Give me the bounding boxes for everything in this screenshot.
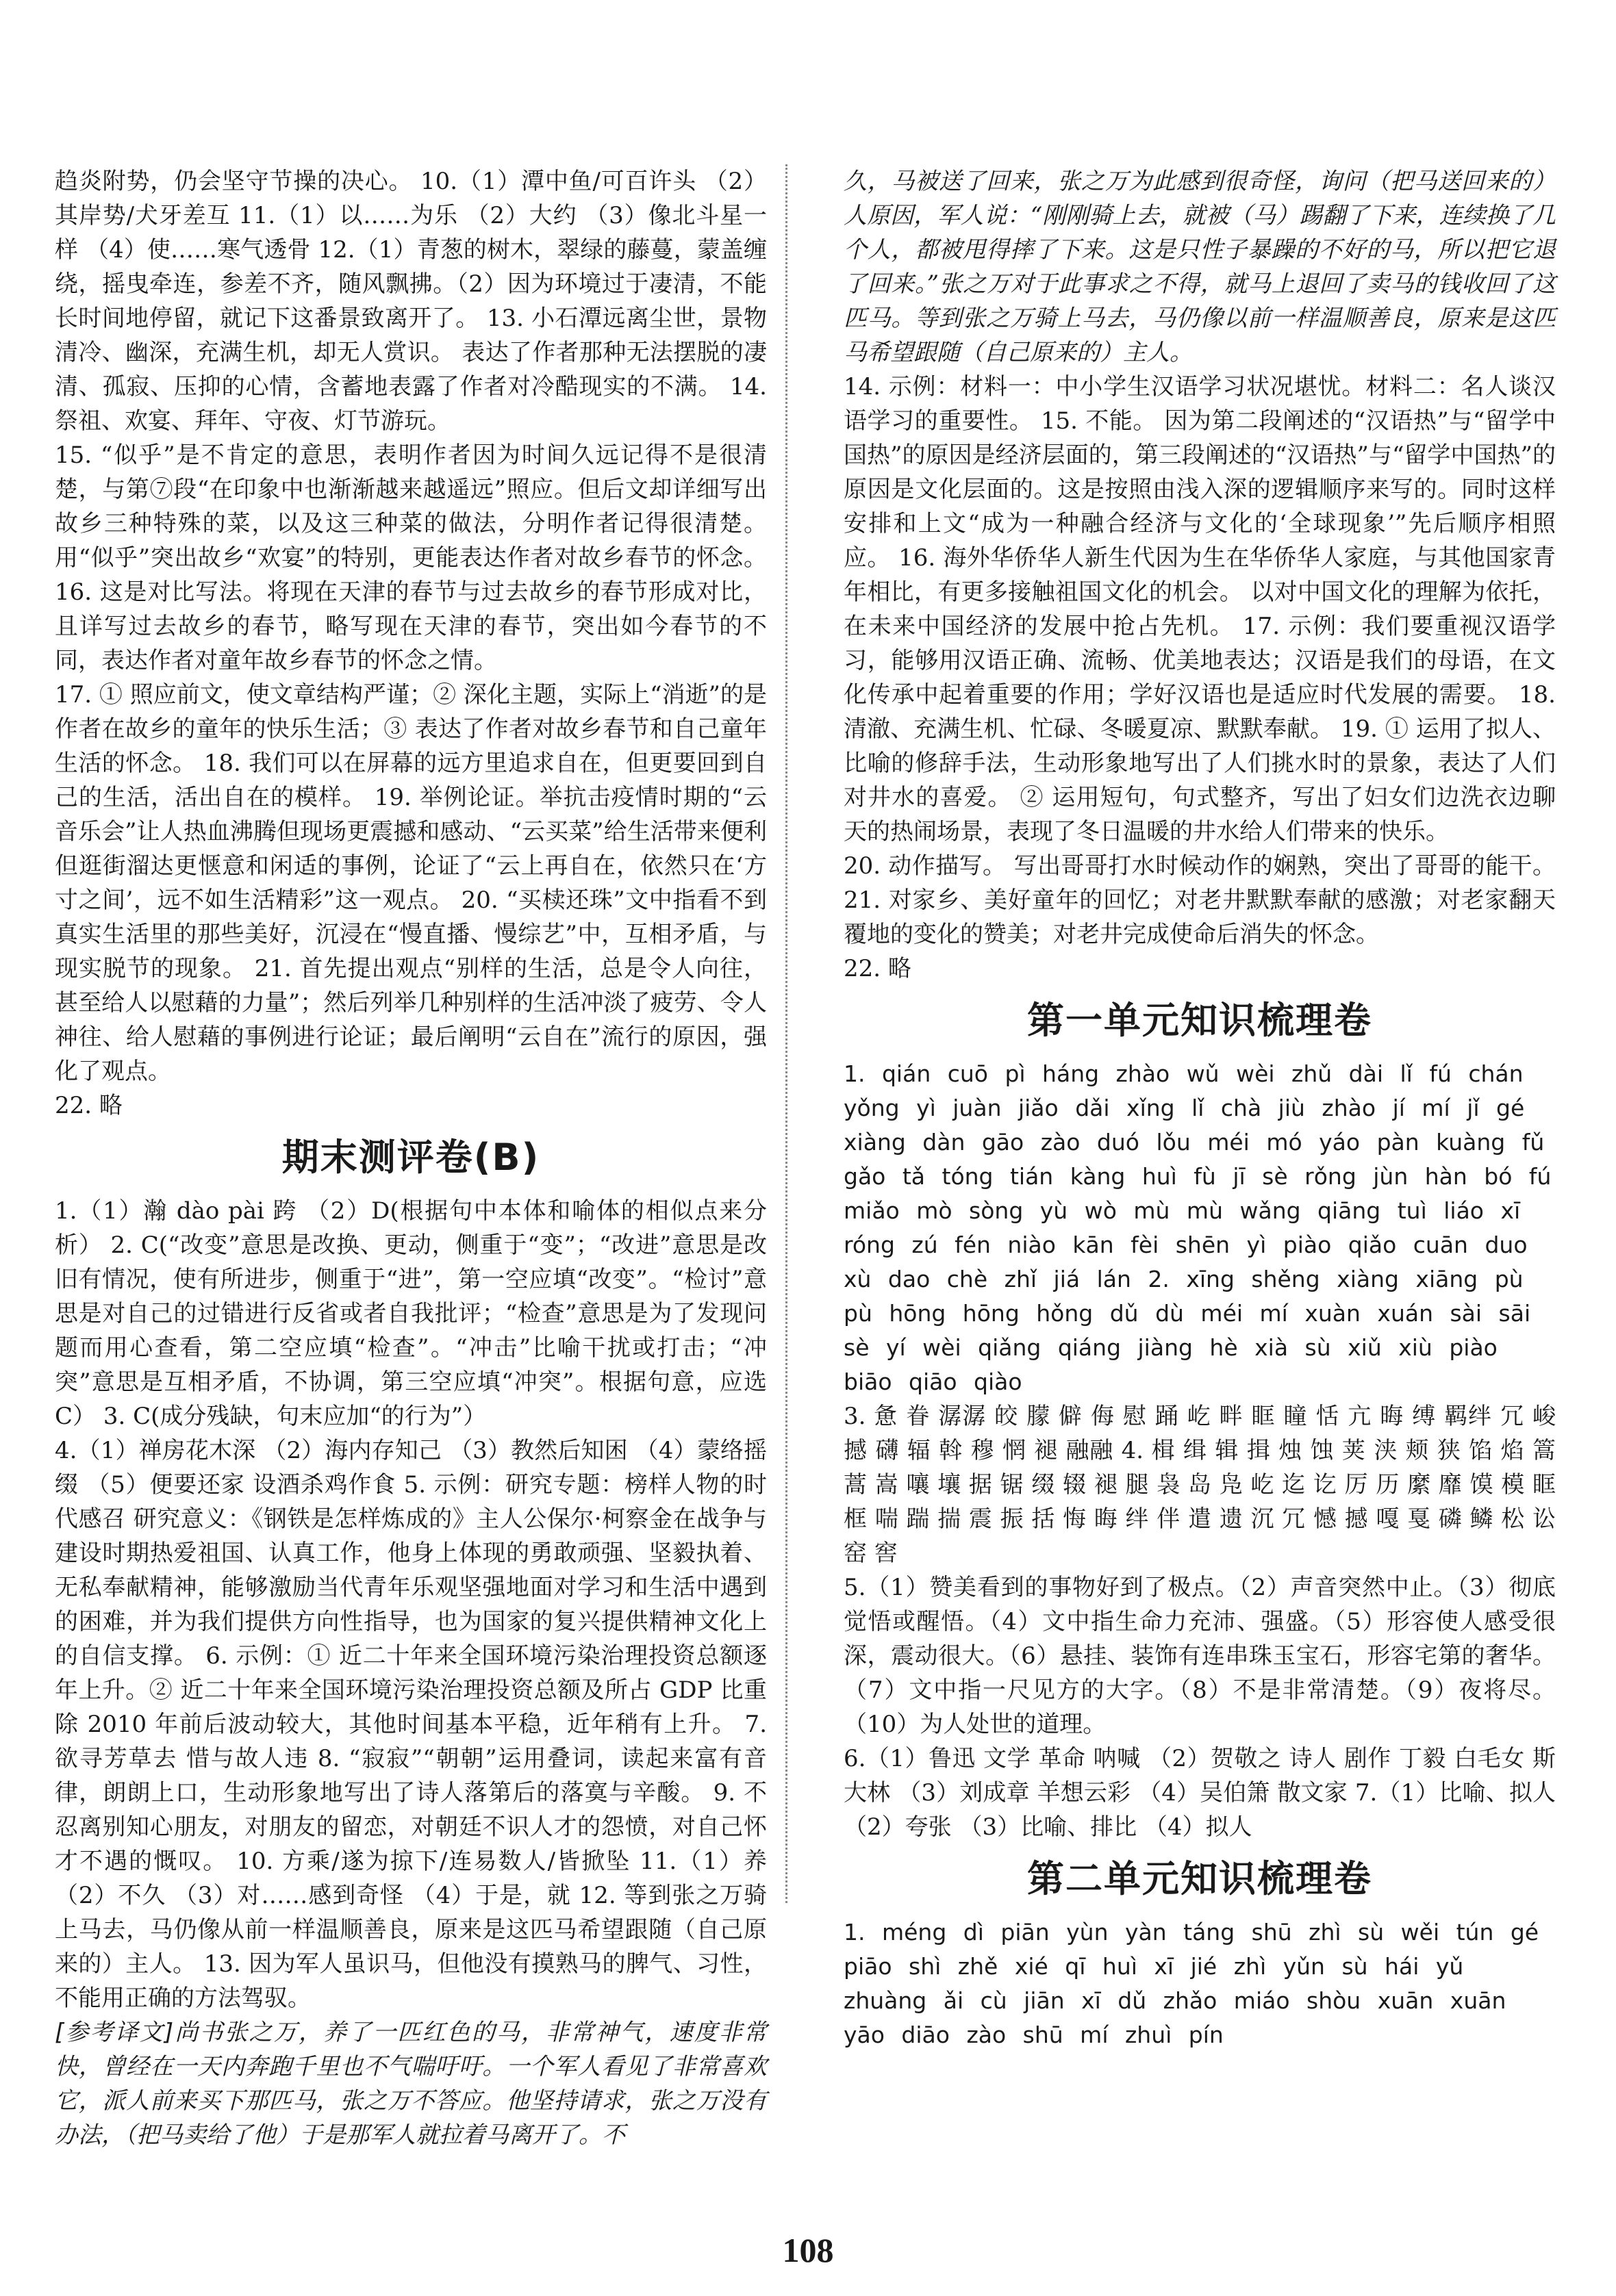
answer-block: 14. 示例：材料一：中小学生汉语学习状况堪忧。材料二：名人谈汉语学习的重要性。 15. 不能。 因为第二段阐述的“汉语热”与“留学中国热”的原因是经济层面的，第三段阐述的“汉语热”与“留学中国热”的原因是文化层面的。这是按照由浅入深的逻辑顺序来写的。同时这样安排和上文“成为一种融合经济与文化的‘全球现象’”先后顺序相照应。 16. 海外华侨华人新生代因为生在华侨华人家庭，与其他国家青年相比，有更多接触祖国文化的机会。 以对中国文化的理解为依托，在未来中国经济的发展中抢占先机。 17. 示例：我们要重视汉语学习，能够用汉语正确、流畅、优美地表达；汉语是我们的母语，在文化传承中起着重要的作用；学好汉语也是适应时代发展的需要。 18. 清澈、充满生机、忙碌、冬暖夏凉、默默奉献。 19. ① 运用了拟人、比喻的修辞手法，生动形象地写出了人们挑水时的景象，表达了人们对井水的喜爱。 ② 运用短句，句式整齐，写出了妇女们边洗衣边聊天的热闹场景，表现了冬日温暖的井水给人们带来的快乐。: [844, 373, 1556, 845]
answer-block: 1.（1）瀚 dào pài 跨 （2）D(根据句中本体和喻体的相似点来分析） 2. C(“改变”意思是改换、更动，侧重于“变”；“改进”意思是改旧有情况，使有所进步，侧重于“进”，第一空应填“改变”。“检讨”意思是对自己的过错进行反省或者自我批评；“检查”意思是为了发现问题而用心查看，第二空应填“检查”。“冲击”比喻干扰或打击；“冲突”意思是互相矛盾，不协调，第三空应填“冲突”。根据句意，应选 C） 3. C(成分残缺，句末应加“的行为”）: [55, 1197, 767, 1430]
pinyin-answers: 1. méng dì piān yùn yàn táng shū zhì sù wěi tún gé piāo shì zhě xié qī huì xī jié zhì yǔn sù hái yǔ zhuàng ǎi cù jiān xī dǔ zhǎo miáo shòu xuān xuān yāo diāo zào shū mí zhuì pín: [844, 1919, 1539, 2048]
right-column: [844, 164, 1556, 2052]
section-heading-unit-2: 第二单元知识梳理卷: [1027, 1857, 1372, 1900]
pinyin-answers: 1. qián cuō pì háng zhào wǔ wèi zhǔ dài lǐ fú chán yǒng yì juàn jiǎo dǎi xǐng lǐ chà jiù zhào jí mí jǐ gé xiàng dàn gāo zào duó lǒu méi mó yáo pàn kuàng fǔ gǎo tǎ tóng tián kàng huì fù jī sè rǒng jùn hàn bó fú miǎo mò sòng yù wò mù mù wǎng qiāng tuì liáo xī róng zú fén niào kān fèi shēn yì piào qiǎo cuān duo xù dao chè zhǐ jiá lán 2. xīng shěng xiàng xiāng pù pù hōng hōng hǒng dǔ dù méi mí xuàn xuán sài sāi sè yí wèi qiǎng qiáng jiàng hè xià sù xiǔ xiù piào biāo qiāo qiào: [844, 1060, 1552, 1395]
reference-translation: [55, 2015, 767, 2152]
answer-block: 4.（1）禅房花木深 （2）海内存知己 （3）教然后知困 （4）蒙络摇缀 （5）便要还家 设酒杀鸡作食 5. 示例：研究专题：榜样人物的时代感召 研究意义：《钢铁是怎样炼成的》主人公保尔·柯察金在战争与建设时期热爱祖国、认真工作，他身上体现的勇敢顽强、坚毅执着、无私奉献精神，能够激励当代青年乐观坚强地面对学习和生活中遇到的困难，并为我们提供方向性指导，也为国家的复兴提供精神文化上的自信支撑。 6. 示例：① 近二十年来全国环境污染治理投资总额逐年上升。② 近二十年来全国环境污染治理投资总额及所占 GDP 比重除 2010 年前后波动较大，其他时间基本平稳，近年稍有上升。 7. 欲寻芳草去 惜与故人违 8. “寂寂”“朝朝”运用叠词，读起来富有音律，朗朗上口，生动形象地写出了诗人落第后的落寞与辛酸。 9. 不忍离别知心朋友，对朋友的留恋，对朝廷不识人才的怨愤，对自己怀才不遇的慨叹。 10. 方乘/遂为掠下/连易数人/皆掀坠 11.（1）养 （2）不久 （3）对……感到奇怪 （4）于是，就 12. 等到张之万骑上马去，马仍像从前一样温顺善良，原来是这匹马希望跟随（自己原来的）主人。 13. 因为军人虽识马，但他没有摸熟马的脾气、习性，不能用正确的方法驾驭。: [55, 1437, 767, 2012]
answer-block: 22. 略: [55, 1092, 123, 1119]
answer-block: 5.（1）赞美看到的事物好到了极点。（2）声音突然中止。（3）彻底觉悟或醒悟。（4）文中指生命力充沛、强盛。（5）形容使人感受很深，震动很大。（6）悬挂、装饰有连串珠玉宝石，形容宅第的奢华。（7）文中指一尺见方的大字。（8）不是非常清楚。（9）夜将尽。（10）为人处世的道理。: [844, 1574, 1556, 1738]
answer-block: 22. 略: [844, 955, 911, 982]
answer-block: 6.（1）鲁迅 文学 革命 呐喊 （2）贺敬之 诗人 剧作 丁毅 白毛女 斯大林 （3）刘成章 羊想云彩 （4）吴伯箫 散文家 7.（1）比喻、拟人 （2）夸张 （3）比喻、排比 （4）拟人: [844, 1745, 1556, 1841]
answer-block: 趋炎附势，仍会坚守节操的决心。 10.（1）潭中鱼/可百许头 （2）其岸势/犬牙差互 11.（1）以……为乐 （2）大约 （3）像北斗星一样 （4）使……寒气透骨 12.（1）青葱的树木，翠绿的藤蔓，蒙盖缠绕，摇曳牵连，参差不齐，随风飘拂。（2）因为环境过于凄清，不能长时间地停留，就记下这番景致离开了。 13. 小石潭远离尘世，景物清冷、幽深，充满生机，却无人赏识。 表达了作者那种无法摆脱的凄清、孤寂、压抑的心情，含蓄地表露了作者对冷酷现实的不满。 14. 祭祖、欢宴、拜年、守夜、灯节游玩。: [55, 168, 767, 435]
page-number: 108: [782, 2231, 834, 2269]
section-heading-unit-1: 第一单元知识梳理卷: [1027, 999, 1372, 1042]
translation-continued: 久，马被送了回来，张之万为此感到很奇怪，询问（把马送回来的）人原因，军人说：“刚刚骑上去，就被（马）踢翻了下来，连续换了几个人，都被甩得摔了下来。这是只性子暴躁的不好的马，所以把它退了回来。”张之万对于此事求之不得，就马上退回了卖马的钱收回了这匹马。等到张之万骑上马去，马仍像以前一样温顺善良，原来是这匹马希望跟随（自己原来的）主人。: [844, 168, 1556, 366]
left-column: [55, 164, 767, 2152]
column-divider: [785, 164, 787, 1903]
section-heading-final-exam-b: 期末测评卷(B): [281, 1136, 540, 1179]
character-answers: 3. 惫 眷 潺潺 皎 朦 僻 侮 慰 踊 屹 畔 眶 瞳 恬 亢 晦 缚 羁绊 冗 峻 撼 礴 辐 斡 穆 惘 褪 融融 4. 楫 缉 辑 揖 烛 蚀 荚 浃 颊 狭 馅 焰 篙 蒿 嵩 嚷 壤 据 锯 缀 辍 褪 腿 袅 岛 凫 屹 迄 讫 厉 历 縻 靡 馍 模 眶 框 喘 踹 揣 震 振 括 悔 晦 绊 伴 遣 遗 沉 冗 憾 撼 嘎 戛 磷 鳞 松 讼 窑 窖: [844, 1403, 1556, 1567]
answer-block: 15. “似乎”是不肯定的意思，表明作者因为时间久远记得不是很清楚，与第⑦段“在印象中也渐渐越来越遥远”照应。但后文却详细写出故乡三种特殊的菜，以及这三种菜的做法，分明作者记得很清楚。用“似乎”突出故乡“欢宴”的特别，更能表达作者对故乡春节的怀念。 16. 这是对比写法。将现在天津的春节与过去故乡的春节形成对比，且详写过去故乡的春节，略写现在天津的春节，突出如今春节的不同，表达作者对童年故乡春节的怀念之情。: [55, 442, 767, 674]
answer-block: 17. ① 照应前文，使文章结构严谨；② 深化主题，实际上“消逝”的是作者在故乡的童年的快乐生活；③ 表达了作者对故乡春节和自己童年生活的怀念。 18. 我们可以在屏幕的远方里追求自在，但更要回到自己的生活，活出自在的模样。 19. 举例论证。举抗击疫情时期的“云音乐会”让人热血沸腾但现场更震撼和感动、“云买菜”给生活带来便利但逛街溜达更惬意和闲适的事例，论证了“云上再自在，依然只在‘方寸之间’，远不如生活精彩”这一观点。 20. “买椟还珠”文中指看不到真实生活里的那些美好，沉浸在“慢直播、慢综艺”中，互相矛盾，与现实脱节的现象。 21. 首先提出观点“别样的生活，总是令人向往，甚至给人以慰藉的力量”；然后列举几种别样的生活冲淡了疲劳、令人神往、给人慰藉的事例进行论证；最后阐明“云自在”流行的原因，强化了观点。: [55, 681, 767, 1085]
translation-label: [参考译文]: [55, 2019, 174, 2046]
answer-block: 20. 动作描写。 写出哥哥打水时候动作的娴熟，突出了哥哥的能干。 21. 对家乡、美好童年的回忆；对老井默默奉献的感激；对老家翻天覆地的变化的赞美；对老井完成使命后消失的怀念。: [844, 852, 1556, 948]
translation-text: 尚书张之万，养了一匹红色的马，非常神气，速度非常快，曾经在一天内奔跑千里也不气喘吁吁。一个军人看见了非常喜欢它，派人前来买下那匹马，张之万不答应。他坚持请求，张之万没有办法，（把马卖给了他）于是那军人就拉着马离开了。不: [55, 2019, 768, 2149]
